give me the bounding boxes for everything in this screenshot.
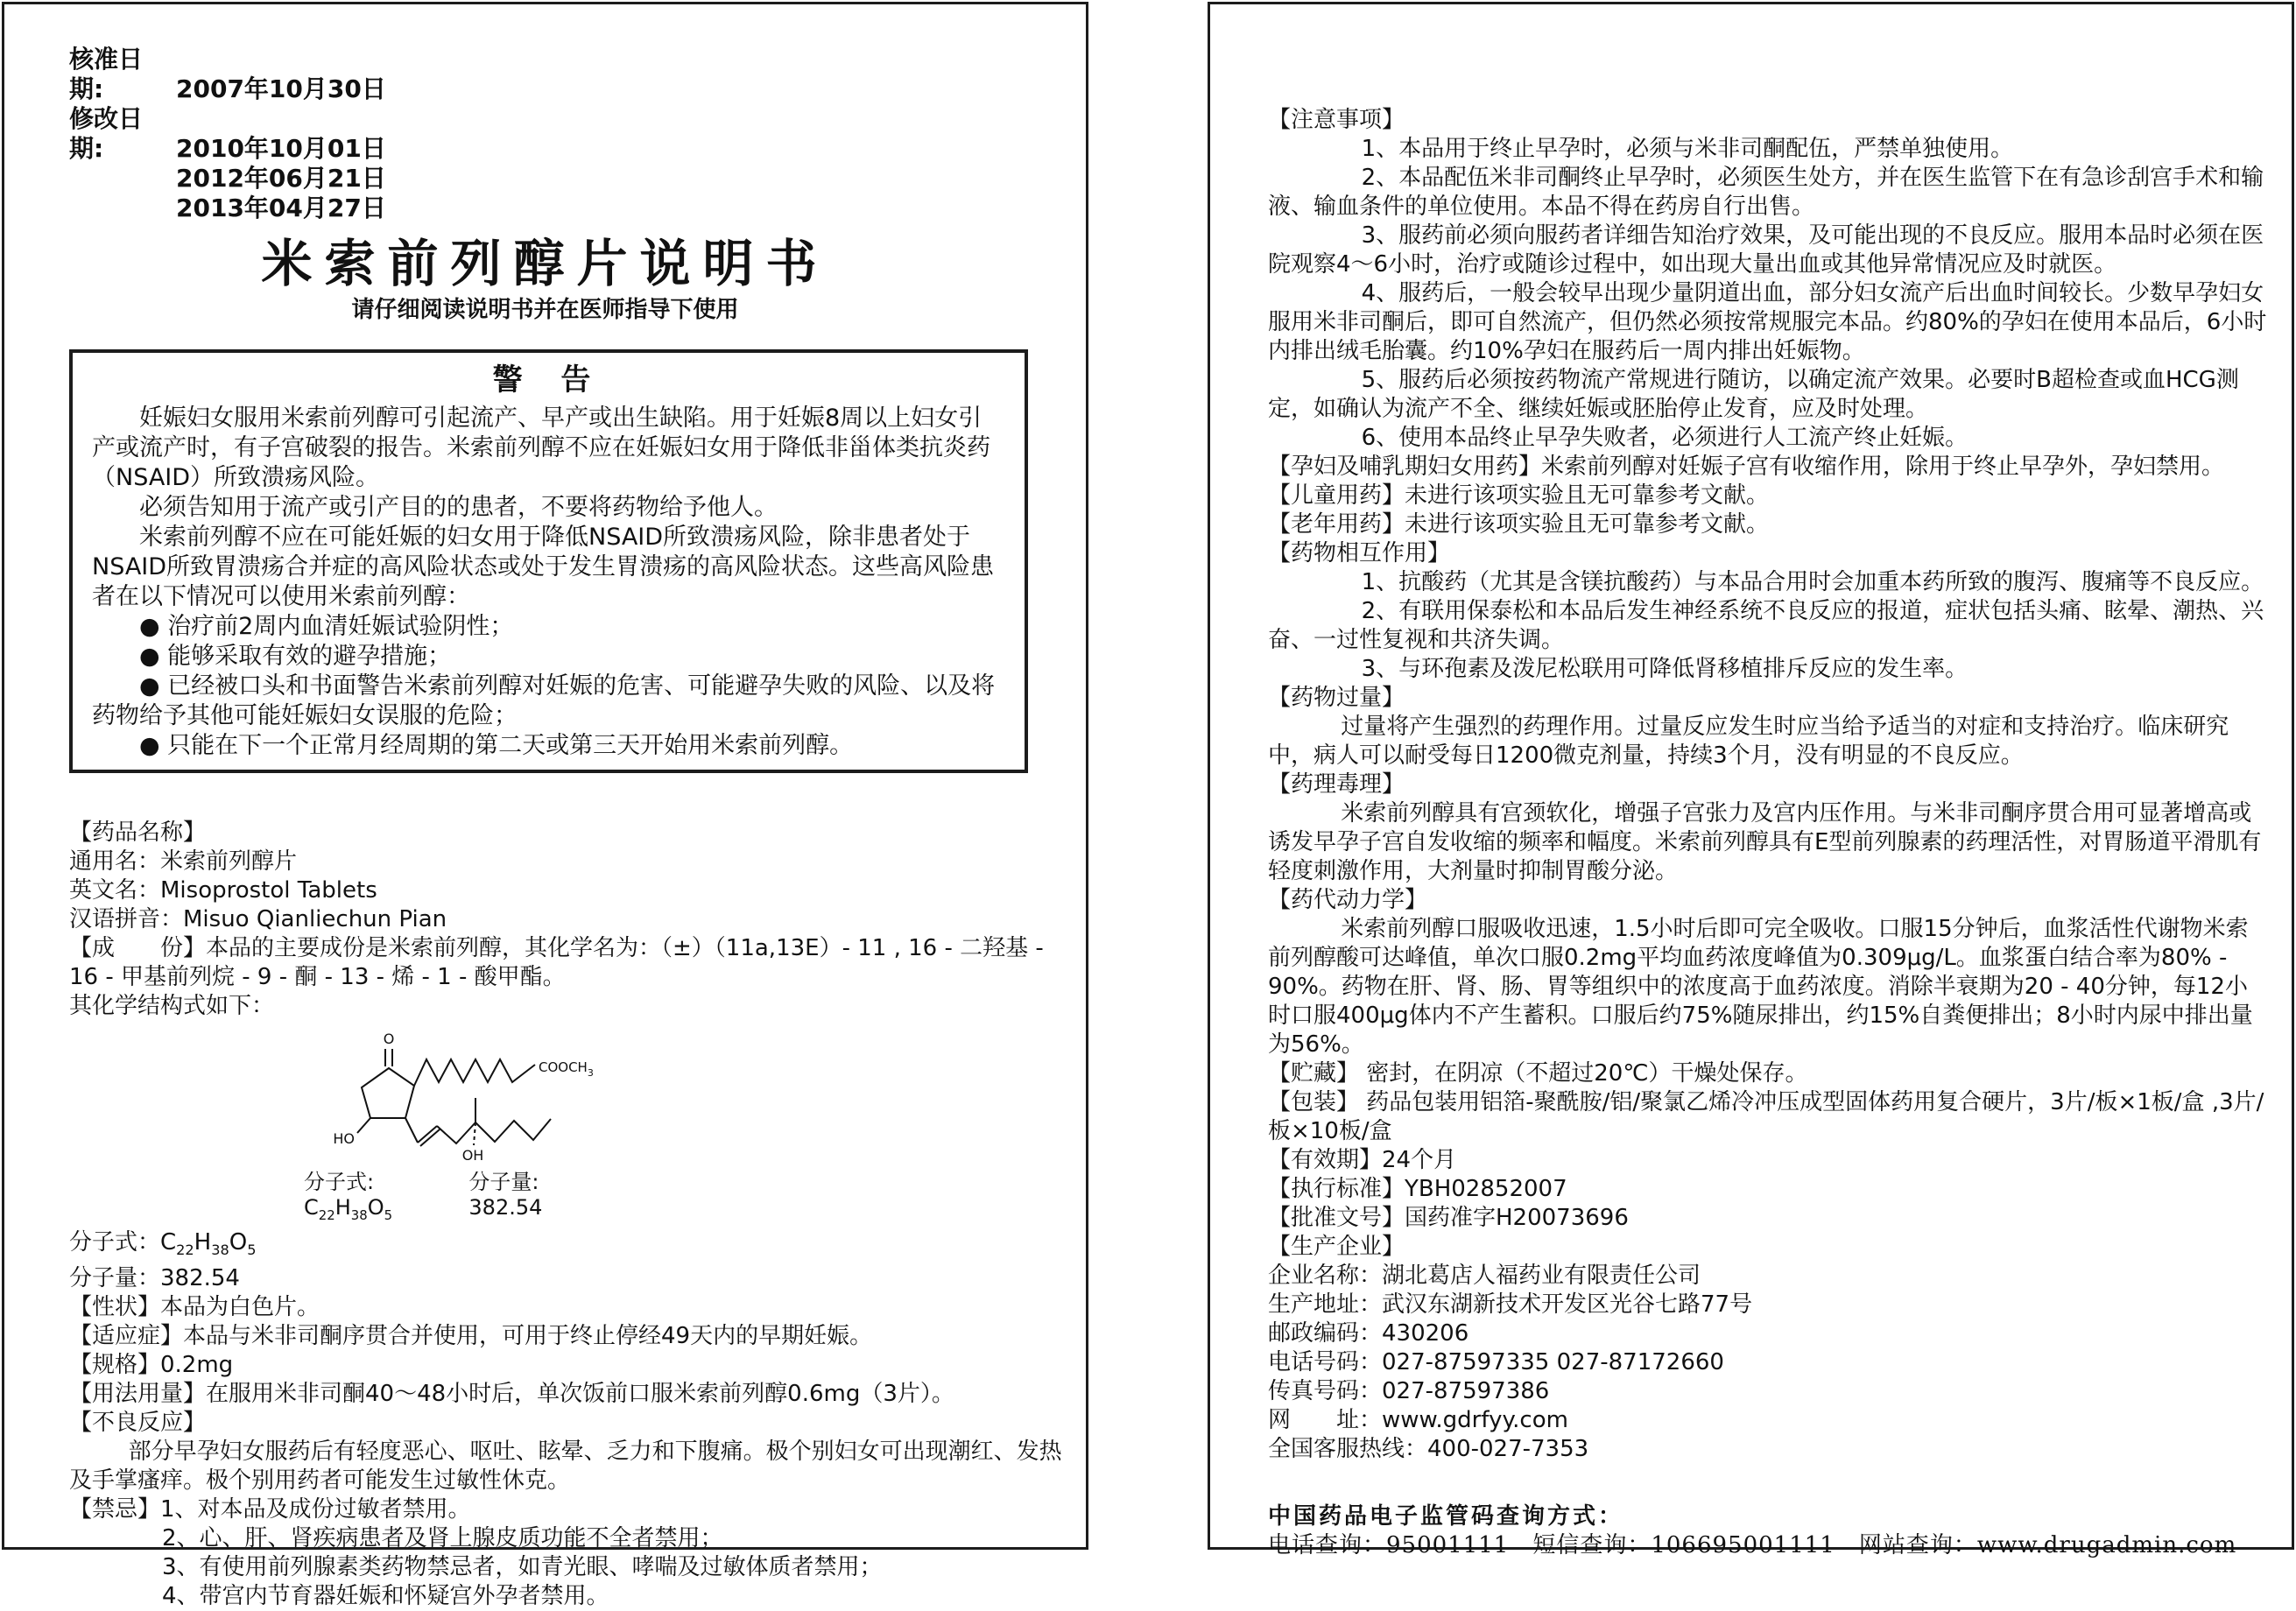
formula-line-label: 分子式： bbox=[69, 1228, 161, 1256]
molecular-formula-line bbox=[69, 1228, 1068, 1264]
formula-line-c-sub: 22 bbox=[176, 1241, 194, 1258]
interaction-item-3: 3、与环孢素及泼尼松联用可降低肾移植排斥反应的发生率。 bbox=[1361, 656, 1969, 682]
precaution-item-4: 4、服药后，一般会较早出现少量阴道出血，部分妇女流产后出血时间较长。少数早孕妇女服用米非司酮后，即可自然流产，但仍然必须按常规服完本品。约80%的孕妇在使用本品后，6小时内排出绒毛胎囊。约10%孕妇在服药后一周内排出妊娠物。 bbox=[1268, 280, 2267, 364]
chemical-structure-figure bbox=[304, 1031, 637, 1223]
contraindication-item-2: 2、心、肝、肾疾病患者及肾上腺皮质功能不全者禁用； bbox=[162, 1524, 723, 1551]
section-adverse-heading: 【不良反应】 bbox=[69, 1409, 207, 1436]
approval-dates bbox=[69, 4, 1068, 223]
structure-svg bbox=[304, 1031, 637, 1163]
weight-label: 分子量: bbox=[468, 1170, 539, 1194]
leaflet-title: 米索前列醇片说明书 bbox=[261, 234, 829, 293]
adverse-reactions-body: 部分早孕妇女服药后有轻度恶心、呕吐、眩晕、乏力和下腹痛。极个别妇女可出现潮红、发热及手掌瘙痒。极个别用药者可能发生过敏性休克。 bbox=[69, 1438, 1062, 1494]
revision-date-row bbox=[69, 164, 1068, 193]
tail-chain-bonds bbox=[475, 1119, 551, 1142]
lower-chain-bonds-2 bbox=[437, 1122, 475, 1143]
overdose-body: 过量将产生强烈的药理作用。过量反应发生时应当给予适当的对症和支持治疗。临床研究中，病人可以耐受每日1200微克剂量，持续3个月，没有明显的不良反应。 bbox=[1268, 714, 2229, 769]
precaution-item-6: 6、使用本品终止早孕失败者，必须进行人工流产终止妊娠。 bbox=[1361, 425, 1969, 451]
dashed-oh-bond bbox=[474, 1122, 475, 1145]
section-pharmacology-heading: 【药理毒理】 bbox=[1268, 771, 1405, 798]
warning-heading: 警 告 bbox=[492, 362, 605, 397]
atom-oh-label: OH bbox=[461, 1147, 484, 1164]
pinyin-line: 汉语拼音：Misuo Qianliechun Pian bbox=[69, 906, 447, 932]
precautions-heading: 【注意事项】 bbox=[1268, 107, 1405, 133]
pharmacology-body: 米索前列醇具有宫颈软化，增强子宫张力及宫内压作用。与米非司酮序贯合用可显著增高或诱发早孕子宫自发收缩的频率和幅度。米索前列醇具有E型前列腺素的药理活性，对胃肠道平滑肌有轻度刺激作用，大剂量时抑制胃酸分泌。 bbox=[1268, 800, 2262, 884]
formula-o: O bbox=[367, 1195, 384, 1220]
page-left bbox=[2, 2, 1088, 1609]
revision-date-row bbox=[69, 104, 1068, 164]
section-manufacturer-heading: 【生产企业】 bbox=[1268, 1234, 1405, 1260]
formula-c: C bbox=[304, 1195, 319, 1220]
molecular-weight-line: 分子量：382.54 bbox=[69, 1264, 240, 1291]
warning-paragraph: 必须告知用于流产或引产目的的患者，不要将药物给予他人。 bbox=[139, 494, 778, 521]
section-indication: 【适应症】本品与米非司酮序贯合并使用，可用于终止停经49天内的早期妊娠。 bbox=[69, 1322, 873, 1349]
interaction-item-2: 2、有联用保泰松和本品后发生神经系统不良反应的报道，症状包括头痛、眩晕、潮热、兴奋、一过性复视和共济失调。 bbox=[1268, 598, 2264, 653]
section-pregnancy: 【孕妇及哺乳期妇女用药】米索前列醇对妊娠子宫有收缩作用，除用于终止早孕外，孕妇禁用。 bbox=[1268, 454, 2225, 480]
precaution-item-1: 1、本品用于终止早孕时，必须与米非司酮配伍，严禁单独使用。 bbox=[1361, 136, 2014, 162]
contraindication-item-4: 4、带宫内节育器妊娠和怀疑宫外孕者禁用。 bbox=[162, 1582, 609, 1609]
molecular-formula-figure bbox=[304, 1164, 468, 1223]
figure-formula-row bbox=[304, 1164, 619, 1223]
revision-date-row bbox=[69, 193, 1068, 223]
precaution-item-2: 2、本品配伍米非司酮终止早孕时，必须医生处方，并在医生监管下在有急诊刮宫手术和输液、输血条件的单位使用。本品不得在药房自行出售。 bbox=[1268, 165, 2264, 220]
left-body bbox=[69, 819, 1068, 1611]
formula-label: 分子式: bbox=[304, 1170, 375, 1194]
warning-bullet: ● 只能在下一个正常月经周期的第二天或第三天开始用米索前列醇。 bbox=[139, 732, 854, 759]
page-right bbox=[1208, 2, 2294, 1558]
date-value: 2010年10月01日 bbox=[176, 134, 386, 163]
weight-value: 382.54 bbox=[468, 1195, 543, 1220]
date-value: 2013年04月27日 bbox=[176, 193, 386, 222]
english-name-line: 英文名：Misoprostol Tablets bbox=[69, 877, 377, 904]
formula-line-h: H bbox=[194, 1228, 212, 1256]
section-elderly: 【老年用药】未进行该项实验且无可靠参考文献。 bbox=[1268, 511, 1770, 538]
atom-ho-label: HO bbox=[333, 1130, 355, 1147]
section-children: 【儿童用药】未进行该项实验且无可靠参考文献。 bbox=[1268, 482, 1770, 509]
leaflet-subtitle: 请仔细阅读说明书并在医师指导下使用 bbox=[351, 297, 739, 323]
formula-line-o-sub: 5 bbox=[247, 1241, 257, 1258]
formula-line-c: C bbox=[160, 1228, 177, 1256]
formula-line-h-sub: 38 bbox=[211, 1241, 229, 1258]
contraindication-item-3: 3、有使用前列腺素类药物禁忌者，如青光眼、哮喘及过敏体质者禁用； bbox=[162, 1553, 883, 1580]
interaction-item-1: 1、抗酸药（尤其是含镁抗酸药）与本品合用时会加重本药所致的腹泻、腹痛等不良反应。 bbox=[1361, 569, 2264, 595]
section-interaction-heading: 【药物相互作用】 bbox=[1268, 540, 1451, 566]
regulatory-title: 中国药品电子监管码查询方式： bbox=[1268, 1503, 1624, 1530]
formula-h: H bbox=[335, 1195, 351, 1220]
phone-line: 电话号码：027-87597335 027-87172660 bbox=[1268, 1349, 1724, 1375]
warning-bullet: ● 治疗前2周内血清妊娠试验阴性； bbox=[139, 613, 514, 640]
date-value: 2012年06月21日 bbox=[176, 164, 386, 193]
company-name-line: 企业名称：湖北葛店人福药业有限责任公司 bbox=[1268, 1263, 1701, 1289]
formula-c-sub: 22 bbox=[318, 1206, 335, 1223]
date-label: 修改日期: bbox=[69, 104, 144, 163]
lower-chain-bond-1 bbox=[405, 1118, 418, 1143]
warning-paragraph: 妊娠妇女服用米索前列醇可引起流产、早产或出生缺陷。用于妊娠8周以上妇女引产或流产时，有子宫破裂的报告。米索前列醇不应在妊娠妇女用于降低非甾体类抗炎药（NSAID）所致溃疡风险。 bbox=[92, 405, 990, 491]
section-property: 【性状】本品为白色片。 bbox=[69, 1293, 320, 1320]
postcode-line: 邮政编码：430206 bbox=[1268, 1320, 1469, 1347]
date-value: 2007年10月30日 bbox=[176, 74, 386, 103]
composition-line: 【成 份】本品的主要成份是米索前列醇，其化学名为：（±）（11a,13E）- 11 , 16 - 二羟基 - 16 - 甲基前列烷 - 9 - 酮 - 13 - 烯 - 1 - 酸甲酯。 bbox=[69, 935, 1044, 990]
formula-h-sub: 38 bbox=[350, 1206, 368, 1223]
address-line: 生产地址：武汉东湖新技术开发区光谷七路77号 bbox=[1268, 1291, 1753, 1318]
website-line: 网 址：www.gdrfyy.com bbox=[1268, 1407, 1568, 1433]
ester-subscript: 3 bbox=[587, 1067, 594, 1079]
formula-line-o: O bbox=[229, 1228, 248, 1256]
section-overdose-heading: 【药物过量】 bbox=[1268, 685, 1405, 711]
fax-line: 传真号码：027-87597386 bbox=[1268, 1378, 1550, 1404]
atom-oxygen-label: O bbox=[383, 1031, 395, 1047]
date-label: 核准日期: bbox=[69, 45, 144, 103]
section-pharmacokinetics-heading: 【药代动力学】 bbox=[1268, 887, 1428, 913]
contraindication-item-1: 【禁忌】1、对本品及成份过敏者禁用。 bbox=[69, 1495, 471, 1523]
warning-paragraph: 米索前列醇不应在可能妊娠的妇女用于降低NSAID所致溃疡风险，除非患者处于NSAID所致胃溃疡合并症的高风险状态或处于发生胃溃疡的高风险状态。这些高风险患者在以下情况可以使用米索前列醇： bbox=[92, 524, 995, 610]
upper-chain-bonds bbox=[414, 1059, 535, 1086]
section-drug-name-heading: 【药品名称】 bbox=[69, 820, 207, 846]
regulatory-query-line: 电话查询：95001111 短信查询：106695001111 网站查询：www.drugadmin.com bbox=[1268, 1532, 2237, 1558]
warning-bullet: ● 已经被口头和书面警告米索前列醇对妊娠的危害、可能避孕失败的风险、以及将药物给予其他可能妊娠妇女误服的危险； bbox=[92, 672, 996, 729]
section-approval-no: 【批准文号】国药准字H20073696 bbox=[1268, 1205, 1629, 1231]
hotline-line: 全国客服热线：400-027-7353 bbox=[1268, 1436, 1589, 1462]
warning-box bbox=[69, 349, 1028, 773]
section-dosage: 【用法用量】在服用米非司酮40～48小时后，单次饭前口服米索前列醇0.6mg（3片）。 bbox=[69, 1380, 954, 1407]
molecular-weight-figure bbox=[468, 1164, 619, 1223]
pharmacokinetics-body: 米索前列醇口服吸收迅速，1.5小时后即可完全吸收。口服15分钟后，血浆活性代谢物米索前列醇酸可达峰值，单次口服0.2mg平均血药浓度峰值为0.309μg/L。血浆蛋白结合率为80% - 90%。药物在肝、肾、肠、胃等组织中的浓度高于血药浓度。消除半衰期为20 - 40分钟，每12小时口服400μg体内不产生蓄积。口服后约75%随尿排出，约15%自粪便排出；8小时内尿中排出量为56%。 bbox=[1268, 916, 2253, 1058]
generic-name-line: 通用名：米索前列醇片 bbox=[69, 848, 298, 875]
structure-intro-line: 其化学结构式如下： bbox=[69, 993, 275, 1019]
warning-bullet: ● 能够采取有效的避孕措施； bbox=[139, 643, 452, 670]
formula-o-sub: 5 bbox=[384, 1206, 393, 1223]
section-strength: 【规格】0.2mg bbox=[69, 1351, 234, 1378]
ester-group-label bbox=[539, 1059, 594, 1079]
precaution-item-3: 3、服药前必须向服药者详细告知治疗效果，及可能出现的不良反应。服用本品时必须在医院观察4～6小时，治疗或随诊过程中，如出现大量出血或其他异常情况应及时就医。 bbox=[1268, 222, 2264, 278]
section-package: 【包装】 药品包装用铝箔-聚酰胺/铝/聚氯乙烯冷冲压成型固体药用复合硬片，3片/板×1板/盒 ,3片/板×10板/盒 bbox=[1268, 1089, 2264, 1144]
cyclopentane-ring bbox=[362, 1068, 414, 1118]
precaution-item-5: 5、服药后必须按药物流产常规进行随访，以确定流产效果。必要时B超检查或血HCG测定，如确认为流产不全、继续妊娠或胚胎停止发育，应及时处理。 bbox=[1268, 367, 2239, 422]
approval-date-row bbox=[69, 45, 1068, 104]
ester-text: COOCH bbox=[539, 1059, 588, 1075]
section-validity: 【有效期】24个月 bbox=[1268, 1147, 1457, 1173]
section-standard: 【执行标准】YBH02852007 bbox=[1268, 1176, 1567, 1202]
section-storage: 【贮藏】 密封，在阴凉（不超过20℃）干燥处保存。 bbox=[1268, 1060, 1808, 1087]
bond-ho bbox=[357, 1118, 370, 1133]
regulatory-code-block bbox=[1268, 1502, 2269, 1560]
